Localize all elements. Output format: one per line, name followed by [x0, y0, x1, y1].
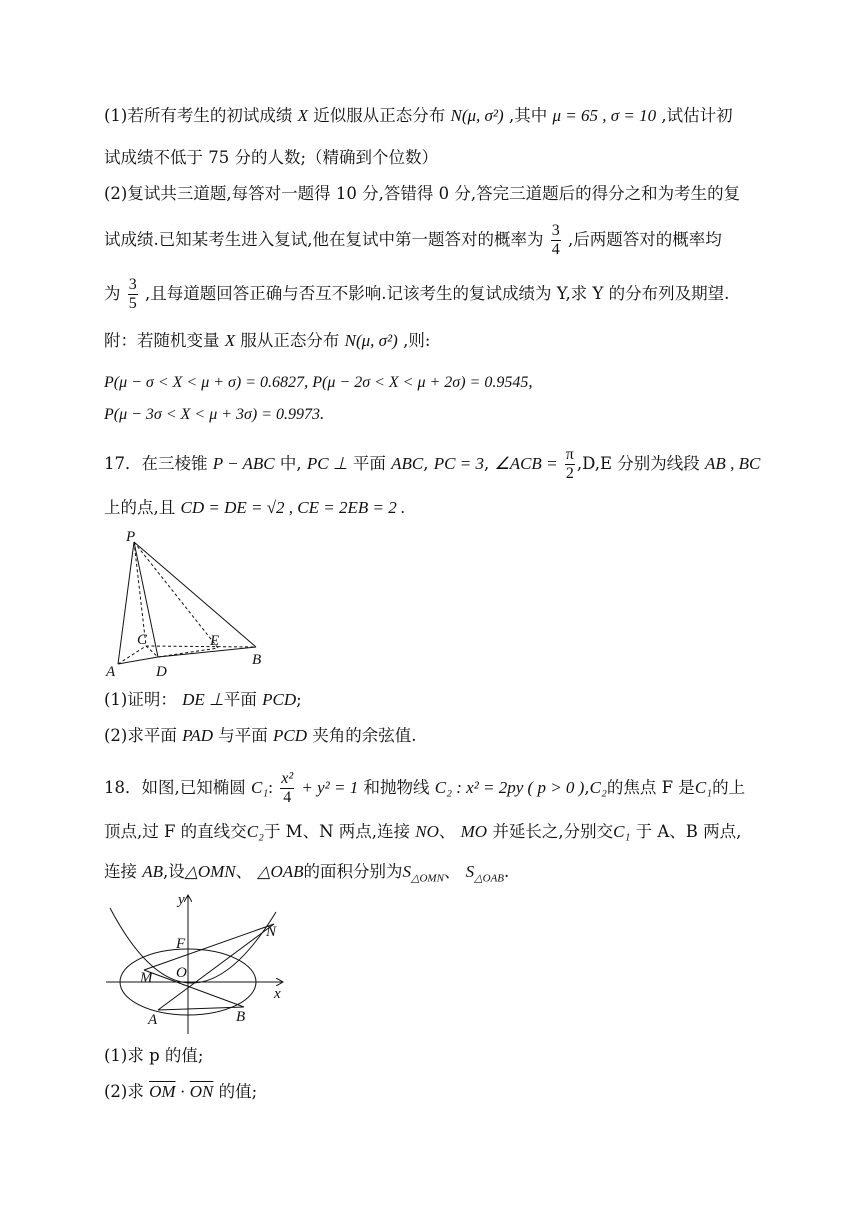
q17-line1d: , — [423, 454, 429, 473]
label-p: P — [126, 529, 136, 545]
tetrahedron-figure — [100, 526, 270, 682]
q18-line2a: 顶点,过 F 的直线交 — [104, 822, 247, 841]
q17-tetra: P − ABC — [212, 454, 275, 473]
q16-part2-line3b: ,且每道题回答正确与否互不影响.记该考生的复试成绩为 Y,求 Y 的分布列及期望. — [145, 284, 730, 303]
label-y: y — [178, 892, 185, 908]
q17-sub2a: (2)求平面 — [104, 726, 177, 745]
q18-line1: 18．如图,已知椭圆 C₁: $\frac{\text{x²}}{4}$ + y² = 1 和抛物线 C₂ : x² = 2py ( p > 0 ),C₂的焦点 F 是C₁的上 — [104, 770, 746, 806]
label-o: O — [176, 965, 187, 981]
q16-part1-b: 近似服从正态分布 — [313, 106, 446, 125]
appendix-b: 服从正态分布 — [240, 331, 340, 350]
q18-ab: AB — [142, 862, 164, 881]
ellipse-parabola-figure — [100, 890, 290, 1040]
q18-line1b: 和抛物线 — [363, 778, 430, 797]
q18-s2 — [465, 862, 505, 885]
edge-cb — [146, 646, 256, 647]
q18-line1a: 18．如图,已知椭圆 — [104, 778, 246, 797]
q16-x-var: X — [297, 106, 309, 125]
q18-line3c: 、 — [235, 862, 253, 881]
q16-mu-sigma: μ = 65 , σ = 10 — [552, 106, 657, 125]
q18-line1e: 的上 — [712, 778, 746, 797]
q16-frac2 — [128, 276, 138, 313]
q17-line1a: 17．在三棱锥 — [104, 454, 208, 473]
q17-pc3: PC = 3 — [433, 454, 484, 473]
q18-line3b: ,设 — [163, 862, 185, 881]
q17-line1e: , — [483, 454, 490, 473]
q18-c1-c: C₁ — [613, 822, 631, 841]
prob-2: P(μ − 2σ < X < μ + 2σ) = 0.9545 — [312, 374, 529, 391]
q18-line3f: . — [504, 862, 510, 881]
q18-tri2: △OAB — [257, 862, 304, 881]
q16-part2-line3a: 为 — [104, 284, 121, 303]
label-e: E — [210, 633, 220, 649]
q18-line3d: 的面积分别为 — [303, 862, 403, 881]
label-f: F — [176, 936, 186, 952]
vec-on: $\overline{ON}$ — [189, 1082, 214, 1101]
label-m: M — [140, 970, 153, 986]
frac1-num: 3 — [551, 222, 560, 239]
q16-part2-line2a: 试成绩.已知某考生进入复试,他在复试中第一题答对的概率为 — [104, 230, 544, 249]
q18-c2-a: C₂ — [589, 778, 607, 797]
q18-line1c: , — [584, 778, 590, 797]
label-x: x — [274, 986, 281, 1002]
q16-part1-a: (1)若所有考生的初试成绩 — [104, 106, 293, 125]
prob-line2: P(μ − 3σ < X < μ + 3σ) = 0.9973. — [104, 404, 325, 423]
q18-s1 — [402, 862, 444, 885]
q18-no: NO — [415, 822, 439, 841]
vec-om: $\overline{OM}$ — [149, 1082, 176, 1101]
s2-sub: △OAB — [474, 872, 505, 885]
label-b: B — [252, 652, 262, 668]
q17-sub1 — [104, 688, 302, 712]
q17-line1c: 平面 — [352, 454, 386, 473]
q16-part2-line3 — [104, 276, 729, 313]
line-fmn — [144, 924, 274, 970]
q16-part1-d: ,试估计初 — [661, 106, 733, 125]
line-mob — [144, 970, 244, 1007]
appendix-c: ,则: — [403, 331, 431, 350]
q18-line2c: 、 — [438, 822, 456, 841]
q17-sub1b: DE ⊥ — [182, 690, 224, 709]
q17-seg: AB , BC — [705, 454, 761, 473]
q18-line2 — [104, 820, 741, 844]
q17-line1f: ,D,E 分别为线段 — [576, 454, 700, 473]
frac2-num: 3 — [128, 276, 137, 293]
q18-line2e: 于 A、B 两点, — [635, 822, 742, 841]
q18-c1-b: C₁ — [694, 778, 713, 797]
prob-1: P(μ − σ < X < μ + σ) = 0.6827 — [104, 374, 305, 391]
q18-line2d: 并延长之,分别交 — [492, 822, 614, 841]
q16-part1-line2: 试成绩不低于 75 分的人数;（精确到个位数） — [104, 148, 439, 167]
q17-sub2c: 与平面 — [218, 726, 268, 745]
ellipse-rest: + y² = 1 — [301, 778, 359, 797]
q18-sub2a: (2)求 — [104, 1082, 144, 1101]
q17-sub1a: (1)证明： — [104, 690, 177, 709]
q17-angle: ∠ACB = — [494, 454, 558, 473]
label-a: A — [148, 1012, 158, 1028]
edge-db — [158, 647, 256, 657]
q17-sub1d: PCD — [262, 690, 297, 709]
q17-sub1e: ; — [296, 690, 302, 709]
four-den: 4 — [283, 789, 292, 806]
frac2-den: 5 — [128, 295, 137, 312]
q18-sub1: (1)求 p 的值; — [104, 1046, 204, 1065]
q17-abc: ABC — [391, 454, 424, 473]
q17-line2 — [104, 496, 405, 520]
q18-sub2: (2)求 $\overline{OM} \cdot \overline{ON}$ 的值; — [104, 1082, 258, 1101]
s2-letter: S — [465, 862, 475, 881]
line-ab — [158, 1007, 244, 1010]
q16-part1-c: ,其中 — [508, 106, 548, 125]
q16-appendix — [104, 329, 430, 353]
appendix-x: X — [224, 331, 236, 350]
appendix-normal: N(μ, σ²) — [344, 331, 398, 350]
appendix-a: 附：若随机变量 — [104, 331, 220, 350]
q18-line3a: 连接 — [104, 862, 137, 881]
q18-line3 — [104, 860, 509, 890]
q18-line3e: 、 — [443, 862, 461, 881]
frac1-den: 4 — [551, 241, 560, 258]
label-n: N — [266, 924, 277, 940]
q17-pcperp: PC ⊥ — [306, 454, 348, 473]
q18-mo: MO — [460, 822, 488, 841]
q17-line2a: 上的点,且 — [104, 498, 176, 517]
q16-part2-line1: (2)复试共三道题,每答对一题得 10 分,答错得 0 分,答完三道题后的得分之和为考生的复 — [104, 184, 741, 203]
s1-sub: △OMN — [411, 872, 444, 885]
q17-cond: CD = DE = √2 , CE = 2EB = 2 . — [180, 498, 406, 517]
q17-line1b: 中, — [279, 454, 302, 473]
label-b: B — [236, 1009, 246, 1025]
q16-part2-line2 — [104, 222, 722, 259]
edge-pc — [134, 542, 146, 646]
q17-line1 — [104, 446, 760, 483]
q16-line1 — [104, 104, 733, 128]
pi-num: π — [565, 446, 574, 463]
q17-sub2b: PAD — [182, 726, 213, 745]
ellipse-frac — [280, 770, 294, 807]
prob-line1: P(μ − σ < X < μ + σ) = 0.6827, P(μ − 2σ < X < μ + 2σ) = 0.9545, — [104, 372, 533, 391]
q16-normal: N(μ, σ²) — [450, 106, 504, 125]
q18-sub2b: 的值; — [218, 1082, 258, 1101]
q17-sub2d: PCD — [272, 726, 307, 745]
prob-3: P(μ − 3σ < X < μ + 3σ) = 0.9973 — [104, 406, 321, 423]
pi-den: 2 — [565, 465, 574, 482]
q18-parab: C₂ : x² = 2py ( p > 0 ) — [434, 778, 585, 797]
q18-line1d: 的焦点 F 是 — [606, 778, 695, 797]
label-c: C — [137, 632, 148, 648]
q17-sub2e: 夹角的余弦值. — [312, 726, 417, 745]
q16-part2-line2b: ,后两题答对的概率均 — [568, 230, 722, 249]
label-d: D — [156, 664, 167, 680]
q18-line2b: 于 M、N 两点,连接 — [263, 822, 411, 841]
q17-pi-frac — [565, 446, 575, 483]
q17-sub2 — [104, 724, 416, 748]
x2-num: x² — [281, 770, 294, 787]
q18-tri1: △OMN — [184, 862, 236, 881]
q17-sub1c: 平面 — [223, 690, 257, 709]
q18-c1: C₁ — [251, 778, 269, 797]
s1-letter: S — [402, 862, 412, 881]
parabola-c2 — [110, 908, 276, 983]
q18-c2-b: C₂ — [246, 822, 264, 841]
q16-frac1 — [551, 222, 561, 259]
label-a: A — [106, 664, 116, 680]
edge-pa — [118, 542, 134, 664]
